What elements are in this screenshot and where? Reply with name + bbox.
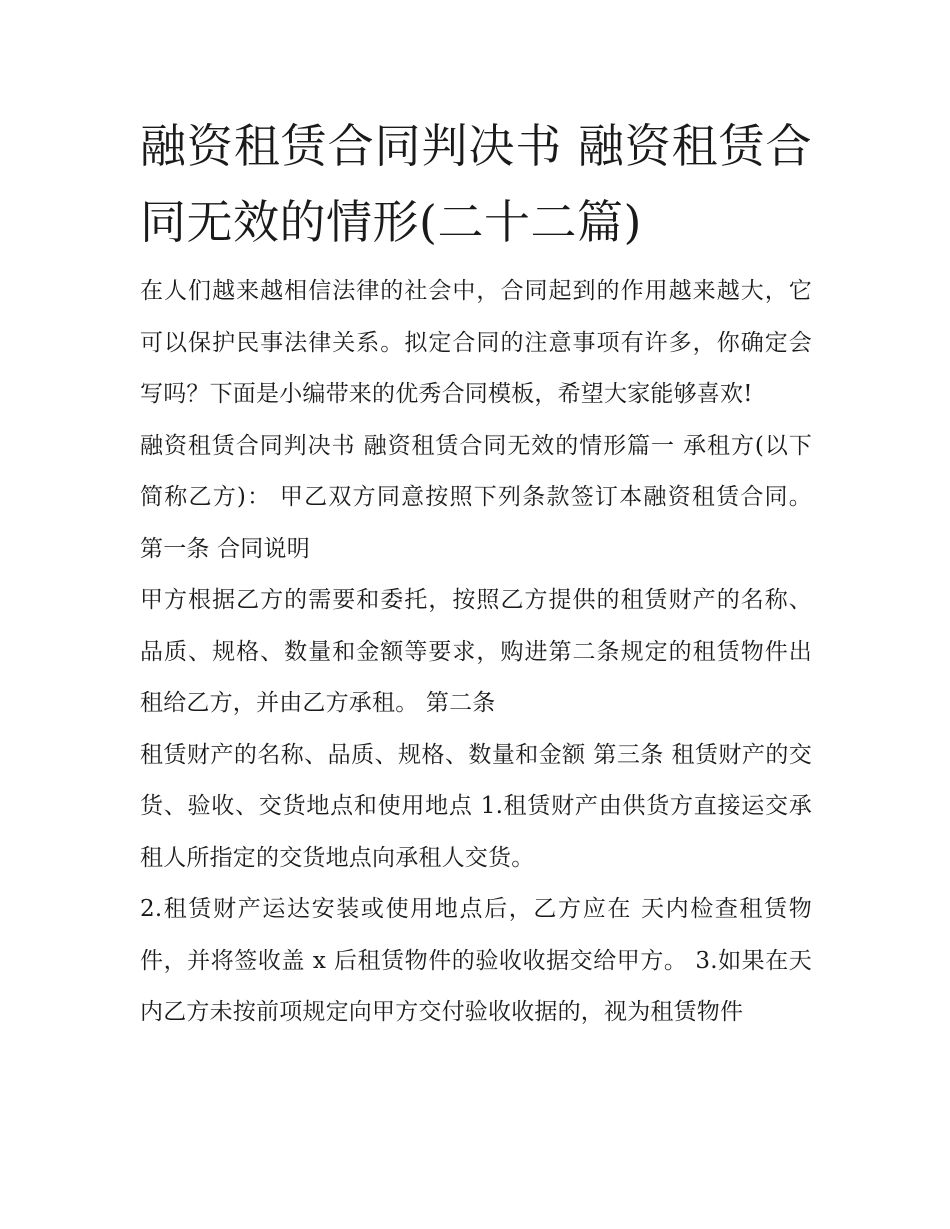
paragraph-contract-description: 甲方根据乙方的需要和委托，按照乙方提供的租赁财产的名称、品质、规格、数量和金额等要求，购进第二条规定的租赁物件出租给乙方，并由乙方承租。 第二条 xyxy=(140,587,812,716)
paragraph-article-three: 租赁财产的名称、品质、规格、数量和金额 第三条 租赁财产的交货、验收、交货地点和使用地点 1.租赁财产由供货方直接运交承租人所指定的交货地点向承租人交货。 xyxy=(140,741,812,871)
paragraph-inspection: 2.租赁财产运达安装或使用地点后，乙方应在 天内检查租赁物件，并将签收盖 x 后租赁物件的验收收据交给甲方。 3.如果在天内乙方未按前项规定向甲方交付验收收据的，视为租赁物件 xyxy=(140,896,812,1025)
document-page xyxy=(140,108,812,1039)
paragraph-contract-parties: 融资租赁合同判决书 融资租赁合同无效的情形篇一 承租方(以下简称乙方)： 甲乙双方同意按照下列条款签订本融资租赁合同。 第一条 合同说明 xyxy=(140,432,812,562)
paragraph-intro: 在人们越来越相信法律的社会中，合同起到的作用越来越大，它可以保护民事法律关系。拟定合同的注意事项有许多，你确定会写吗？下面是小编带来的优秀合同模板，希望大家能够喜欢! xyxy=(140,278,812,407)
document-title: 融资租赁合同判决书 融资租赁合同无效的情形(二十二篇) xyxy=(140,119,812,249)
